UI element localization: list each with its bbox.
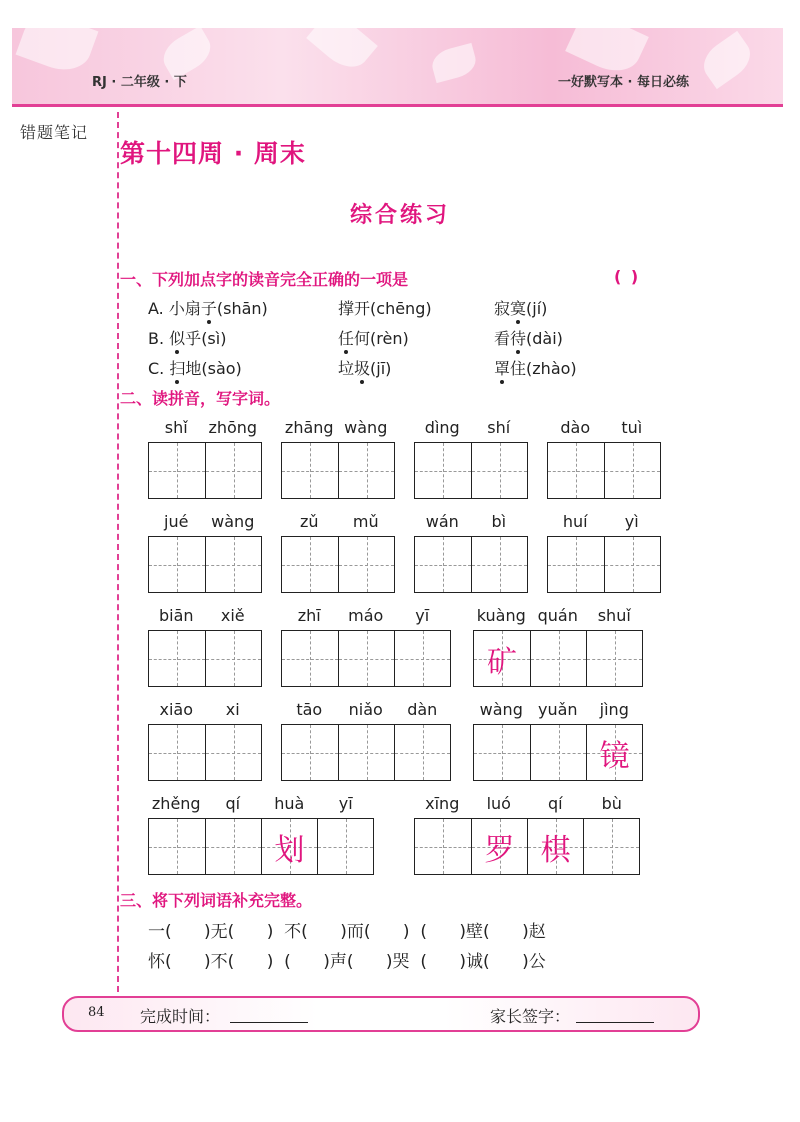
writing-boxes — [414, 442, 528, 499]
pinyin-group — [547, 418, 660, 498]
pinyin-group — [148, 418, 261, 498]
pinyin-syllable: dàn — [407, 700, 438, 719]
writing-cell[interactable] — [527, 819, 583, 874]
option-a-item — [148, 296, 268, 319]
writing-cell[interactable] — [205, 819, 261, 874]
writing-boxes — [547, 536, 661, 593]
pinyin-group — [281, 512, 394, 592]
writing-boxes — [148, 818, 374, 875]
writing-boxes — [281, 442, 395, 499]
pinyin-syllable: biān — [158, 606, 194, 625]
writing-cell[interactable] — [471, 819, 527, 874]
writing-cell[interactable] — [205, 537, 261, 592]
pinyin-group — [148, 606, 261, 686]
pinyin-group — [148, 512, 261, 592]
word-part: 垃 — [338, 359, 355, 378]
pinyin-syllable: tāo — [296, 700, 323, 719]
pinyin-annotation: (zhào) — [526, 359, 577, 378]
writing-cell[interactable] — [586, 725, 642, 780]
page-title: 第十四周 · 周末 — [120, 139, 306, 168]
writing-boxes — [281, 630, 451, 687]
pinyin-syllable: bù — [601, 794, 622, 813]
pinyin-syllable: bì — [491, 512, 507, 531]
writing-cell[interactable] — [317, 819, 373, 874]
pinyin-syllable: xiě — [220, 606, 245, 625]
writing-cell[interactable] — [530, 725, 586, 780]
word-part: 看 — [494, 329, 511, 348]
writing-cell[interactable] — [282, 725, 338, 780]
word-part: 寂 — [494, 299, 511, 318]
pinyin-syllable: qí — [225, 794, 241, 813]
page-subtitle: 综合练习 — [349, 203, 450, 228]
pinyin-syllable: wàng — [344, 418, 388, 437]
writing-cell[interactable] — [474, 725, 530, 780]
writing-boxes — [414, 818, 640, 875]
option-b-item — [494, 326, 563, 349]
section-3-heading: 三、将下列词语补充完整。 — [120, 891, 313, 910]
pinyin-syllable: wán — [425, 512, 459, 531]
pinyin-syllable: shí — [487, 418, 511, 437]
writing-boxes — [148, 536, 262, 593]
pinyin-syllable: yuǎn — [537, 700, 578, 719]
dotted-char: 寞 — [510, 296, 526, 319]
pinyin-syllable: huà — [274, 794, 305, 813]
pinyin-syllable: yī — [338, 794, 353, 813]
writing-cell[interactable] — [548, 537, 604, 592]
completion-time-field[interactable] — [230, 1022, 308, 1023]
writing-cell[interactable] — [205, 725, 261, 780]
pinyin-group — [473, 606, 643, 686]
option-letter: B. — [148, 329, 170, 348]
filled-character: 镜 — [599, 739, 630, 774]
footer-bar — [62, 996, 700, 1032]
pinyin-syllable: zhī — [297, 606, 321, 625]
page-number: 84 — [88, 1005, 105, 1020]
pinyin-annotation: (chēng) — [370, 299, 432, 318]
filled-character: 划 — [274, 833, 305, 868]
writing-cell[interactable] — [149, 819, 205, 874]
pinyin-annotation: (rèn) — [370, 329, 409, 348]
writing-cell[interactable] — [604, 443, 660, 498]
writing-boxes — [281, 724, 451, 781]
dotted-char: 似 — [169, 326, 185, 349]
pinyin-syllable: jìng — [599, 700, 629, 719]
fill-row-1[interactable]: 一( )无( ) 不( )而( ) ( )壁( )赵 — [148, 922, 546, 942]
pinyin-syllable: xiāo — [159, 700, 193, 719]
pinyin-syllable: luó — [486, 794, 511, 813]
pinyin-syllable: wàng — [479, 700, 523, 719]
filled-character: 罗 — [484, 833, 515, 868]
writing-boxes — [148, 724, 262, 781]
pinyin-group — [281, 700, 451, 780]
dotted-char: 扫 — [169, 356, 185, 379]
pinyin-group — [414, 794, 640, 874]
word-part: 住 — [510, 359, 527, 378]
pinyin-syllable: shuǐ — [597, 606, 631, 625]
option-b-item — [338, 326, 409, 349]
parent-signature-field[interactable] — [576, 1022, 654, 1023]
pinyin-syllable: dào — [560, 418, 591, 437]
word-part: 撑 — [338, 299, 355, 318]
pinyin-annotation: (jí) — [526, 299, 548, 318]
pinyin-annotation: (jī) — [370, 359, 392, 378]
writing-cell[interactable] — [149, 631, 205, 686]
pinyin-group — [148, 794, 374, 874]
writing-cell[interactable] — [149, 443, 205, 498]
pinyin-syllable: xi — [225, 700, 240, 719]
pinyin-syllable: zǔ — [299, 512, 319, 531]
pinyin-syllable: kuàng — [476, 606, 526, 625]
writing-cell[interactable] — [261, 819, 317, 874]
writing-cell[interactable] — [149, 725, 205, 780]
pinyin-syllable: xīng — [425, 794, 460, 813]
answer-paren[interactable]: ( ) — [614, 267, 641, 286]
writing-cell[interactable] — [149, 537, 205, 592]
filled-character: 棋 — [540, 833, 571, 868]
pinyin-syllable: yì — [624, 512, 639, 531]
writing-boxes — [148, 442, 262, 499]
option-letter: A. — [148, 299, 169, 318]
option-c-item — [148, 356, 242, 379]
writing-cell[interactable] — [282, 443, 338, 498]
section-1-heading: 一、下列加点字的读音完全正确的一项是 — [120, 270, 409, 289]
dotted-char: 子 — [201, 296, 217, 319]
pinyin-group — [281, 418, 394, 498]
writing-cell[interactable] — [282, 537, 338, 592]
writing-cell[interactable] — [474, 631, 530, 686]
pinyin-group — [414, 418, 527, 498]
word-part: 小扇 — [168, 299, 201, 318]
pinyin-annotation: (sì) — [201, 329, 227, 348]
writing-cell[interactable] — [205, 443, 261, 498]
writing-cell[interactable] — [282, 631, 338, 686]
pinyin-syllable: zhāng — [284, 418, 334, 437]
writing-cell[interactable] — [415, 537, 471, 592]
writing-cell[interactable] — [415, 819, 471, 874]
option-c-item — [338, 356, 391, 379]
pinyin-group — [148, 700, 261, 780]
writing-cell[interactable] — [338, 537, 394, 592]
writing-cell[interactable] — [205, 631, 261, 686]
writing-cell[interactable] — [415, 443, 471, 498]
pinyin-syllable: wàng — [211, 512, 255, 531]
pinyin-syllable: huí — [562, 512, 588, 531]
completion-time-label: 完成时间： — [140, 1007, 221, 1026]
word-part: 何 — [354, 329, 371, 348]
option-letter: C. — [148, 359, 170, 378]
writing-cell[interactable] — [548, 443, 604, 498]
series-label: 一好默写本 · 每日必练 — [558, 75, 689, 90]
writing-boxes — [547, 442, 661, 499]
writing-boxes — [473, 724, 643, 781]
fill-row-2[interactable]: 怀( )不( ) ( )声( )哭 ( )诚( )公 — [148, 952, 546, 972]
pinyin-syllable: zhōng — [208, 418, 258, 437]
pinyin-syllable: tuì — [621, 418, 643, 437]
option-b-item — [148, 326, 226, 349]
dotted-char: 圾 — [354, 356, 370, 379]
writing-boxes — [148, 630, 262, 687]
writing-cell[interactable] — [530, 631, 586, 686]
writing-cell[interactable] — [338, 443, 394, 498]
pinyin-annotation: (dài) — [526, 329, 563, 348]
writing-cell[interactable] — [471, 537, 527, 592]
pinyin-syllable: jué — [164, 512, 189, 531]
pinyin-syllable: zhěng — [151, 794, 201, 813]
pinyin-syllable: shǐ — [164, 418, 188, 437]
header-banner — [12, 28, 783, 107]
pinyin-annotation: (sào) — [201, 359, 242, 378]
pinyin-group — [473, 700, 643, 780]
writing-cell[interactable] — [604, 537, 660, 592]
pinyin-syllable: qí — [547, 794, 563, 813]
writing-boxes — [414, 536, 528, 593]
writing-cell[interactable] — [338, 725, 394, 780]
pinyin-group — [547, 512, 660, 592]
writing-boxes — [281, 536, 395, 593]
option-a-item — [338, 296, 432, 319]
dashed-divider — [117, 112, 119, 992]
dotted-char: 待 — [510, 326, 526, 349]
word-part: 乎 — [185, 329, 202, 348]
pinyin-syllable: niǎo — [348, 700, 383, 719]
pinyin-annotation: (shān) — [216, 299, 268, 318]
option-a-item — [494, 296, 547, 319]
writing-cell[interactable] — [394, 631, 450, 686]
pinyin-group — [281, 606, 451, 686]
pinyin-group — [414, 512, 527, 592]
pinyin-syllable: yī — [415, 606, 430, 625]
writing-cell[interactable] — [586, 631, 642, 686]
word-part: 开 — [354, 299, 371, 318]
grade-label: RJ · 二年级 · 下 — [92, 75, 187, 90]
pinyin-syllable: quán — [537, 606, 578, 625]
dotted-char: 罩 — [494, 356, 510, 379]
writing-cell[interactable] — [471, 443, 527, 498]
error-notes-label: 错题笔记 — [20, 123, 89, 142]
writing-cell[interactable] — [394, 725, 450, 780]
filled-character: 矿 — [487, 645, 517, 680]
writing-cell[interactable] — [338, 631, 394, 686]
writing-cell[interactable] — [583, 819, 639, 874]
pinyin-syllable: máo — [348, 606, 384, 625]
pinyin-syllable: mǔ — [352, 512, 379, 531]
word-part: 地 — [185, 359, 202, 378]
option-c-item — [494, 356, 577, 379]
dotted-char: 任 — [338, 326, 354, 349]
parent-signature-label: 家长签字： — [490, 1007, 571, 1026]
writing-boxes — [473, 630, 643, 687]
section-2-heading: 二、读拼音，写字词。 — [120, 389, 281, 408]
pinyin-syllable: dìng — [424, 418, 460, 437]
